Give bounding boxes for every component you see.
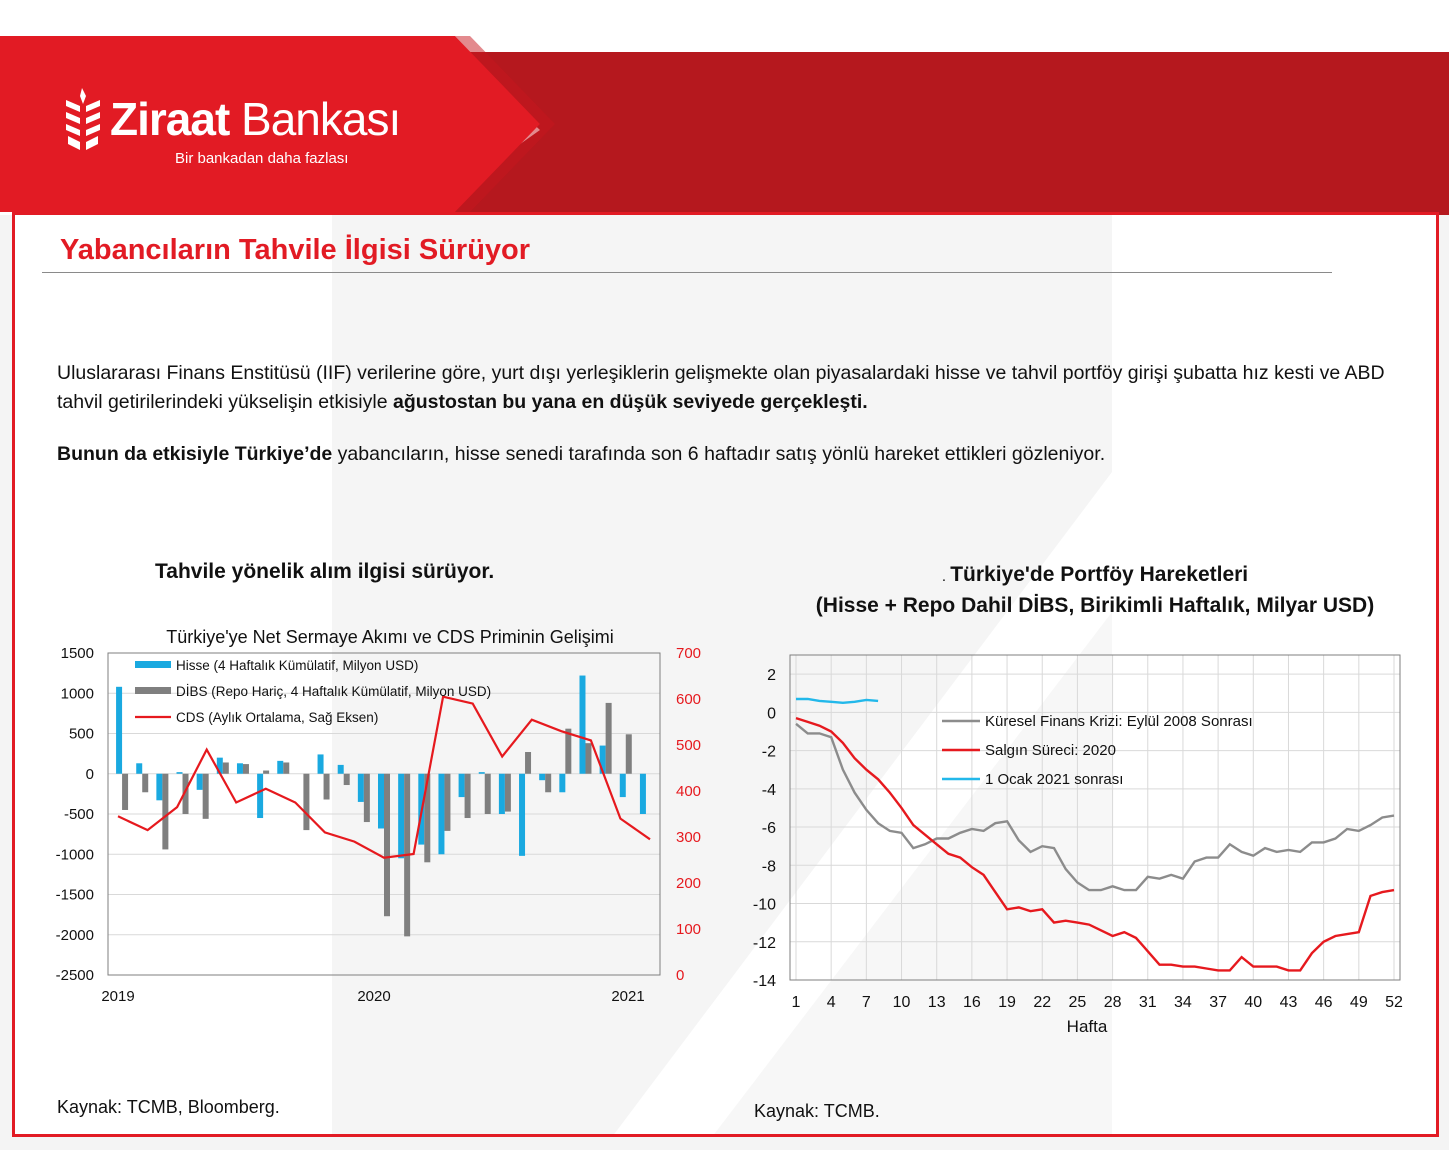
- hisse-bar: [156, 774, 162, 801]
- hisse-bar: [559, 774, 565, 793]
- y2-tick-label: 200: [676, 875, 702, 892]
- x-tick-label: 25: [1068, 994, 1087, 1011]
- y2-tick-label: 300: [676, 829, 702, 846]
- y-tick-label: 0: [85, 765, 94, 783]
- x-tick-label: 10: [892, 994, 911, 1011]
- y-tick-label: 2: [767, 667, 776, 685]
- y-tick-label: 500: [68, 725, 94, 743]
- y-tick-label: -12: [752, 934, 776, 952]
- x-tick-label: 7: [861, 994, 871, 1011]
- y2-tick-label: 400: [676, 783, 702, 800]
- dibs-bar: [485, 774, 491, 814]
- hisse-bar: [318, 754, 324, 773]
- x-tick-label: 43: [1279, 994, 1298, 1011]
- right-chart-heading: . Türkiye'de Portföy Hareketleri (Hisse + Repo Dahil DİBS, Birikimli Haftalık, Milyar USD): [815, 563, 1375, 617]
- capital-flow-cds-chart: [40, 615, 720, 1015]
- title-divider: [42, 272, 1332, 273]
- y2-tick-label: 100: [676, 921, 702, 938]
- y-tick-label: -10: [752, 896, 776, 914]
- x-tick-label: 2021: [611, 988, 645, 1005]
- y-tick-label: -500: [63, 806, 94, 823]
- x-tick-label: 4: [826, 994, 836, 1011]
- hisse-bar: [338, 765, 344, 774]
- dibs-bar: [283, 762, 289, 773]
- legend-label: Hisse (4 Haftalık Kümülatif, Milyon USD): [176, 658, 419, 673]
- dibs-bar: [263, 771, 269, 774]
- y-tick-label: 1500: [60, 645, 94, 662]
- dibs-bar: [465, 774, 471, 818]
- legend-label: 1 Ocak 2021 sonrası: [985, 771, 1124, 788]
- x-tick-label: 2020: [357, 988, 391, 1005]
- hisse-bar: [579, 676, 585, 774]
- dibs-bar: [505, 774, 511, 812]
- legend-label: DİBS (Repo Hariç, 4 Haftalık Kümülatif, Milyon USD): [176, 684, 492, 699]
- x-tick-label: 13: [927, 994, 946, 1011]
- dibs-bar: [545, 774, 551, 793]
- hisse-bar: [136, 763, 142, 773]
- y2-tick-label: 500: [676, 737, 702, 754]
- dibs-bar: [344, 774, 350, 785]
- hisse-bar: [519, 774, 525, 856]
- left-source: Kaynak: TCMB, Bloomberg.: [57, 1097, 280, 1117]
- x-tick-label: 49: [1349, 994, 1368, 1011]
- paragraph-1: Uluslararası Finans Enstitüsü (IIF) verilerine göre, yurt dışı yerleşiklerin gelişmekte olan piyasalardaki hisse ve tahvil portföy girişi şubatta hız kesti ve ABD tahvil getirilerindeki yükselişin etkisiyle ağustostan bu yana en düşük seviyede gerçekleşti.: [57, 362, 1385, 413]
- dibs-bar: [243, 764, 249, 774]
- hisse-bar: [499, 774, 505, 814]
- x-tick-label: 40: [1244, 994, 1263, 1011]
- paragraph-2: Bunun da etkisiyle Türkiye’de yabancıların, hisse senedi tarafında son 6 haftadır satış yönlü hareket ettikleri gözleniyor.: [57, 443, 1106, 465]
- dibs-bar: [203, 774, 209, 819]
- x-tick-label: 1: [791, 994, 801, 1011]
- y-tick-label: -4: [761, 781, 776, 799]
- x-tick-label: 37: [1209, 994, 1228, 1011]
- portfolio-movements-chart: [740, 640, 1420, 1050]
- legend-swatch: [135, 661, 171, 668]
- logo-icon: [60, 86, 106, 154]
- hisse-bar: [398, 774, 404, 859]
- dibs-bar: [626, 734, 632, 773]
- dibs-bar: [525, 752, 531, 774]
- dibs-bar: [565, 729, 571, 774]
- y2-tick-label: 600: [676, 691, 702, 708]
- hisse-bar: [539, 774, 545, 780]
- hisse-bar: [358, 774, 364, 802]
- y-tick-label: -2000: [55, 926, 94, 944]
- legend-label: Salgın Süreci: 2020: [985, 742, 1116, 759]
- dibs-bar: [122, 774, 128, 810]
- plot-frame: [790, 655, 1400, 980]
- hisse-bar: [237, 763, 243, 773]
- legend-label: Küresel Finans Krizi: Eylül 2008 Sonrası: [985, 713, 1253, 730]
- right-source: Kaynak: TCMB.: [754, 1101, 880, 1121]
- chart-title: Türkiye'ye Net Sermaye Akımı ve CDS Priminin Gelişimi: [166, 627, 614, 647]
- hisse-bar: [438, 774, 444, 855]
- brand-name: Ziraat Bankası: [110, 93, 401, 145]
- x-tick-label: 52: [1385, 994, 1403, 1011]
- dibs-bar: [585, 743, 591, 774]
- x-tick-label: 31: [1138, 994, 1157, 1011]
- dibs-bar: [444, 774, 450, 831]
- hisse-bar: [257, 774, 263, 818]
- dibs-bar: [162, 774, 168, 850]
- y-tick-label: 0: [767, 705, 776, 723]
- x-tick-label: 19: [998, 994, 1016, 1011]
- x-tick-label: 16: [962, 994, 981, 1011]
- brand-tagline: Bir bankadan daha fazlası: [175, 150, 349, 167]
- hisse-bar: [640, 774, 646, 814]
- y-tick-label: 1000: [60, 685, 94, 703]
- hisse-bar: [459, 774, 465, 797]
- hisse-bar: [197, 774, 203, 790]
- x-tick-label: 2019: [101, 988, 135, 1005]
- dibs-bar: [142, 774, 148, 793]
- y-tick-label: -14: [752, 973, 776, 990]
- x-tick-label: 28: [1103, 994, 1122, 1011]
- hisse-bar: [620, 774, 626, 797]
- x-tick-label: 22: [1033, 994, 1052, 1011]
- x-tick-label: 34: [1174, 994, 1192, 1011]
- legend-label: CDS (Aylık Ortalama, Sağ Eksen): [176, 710, 379, 725]
- y2-tick-label: 700: [676, 645, 702, 662]
- y2021-line: [796, 699, 878, 703]
- left-chart-heading: Tahvile yönelik alım ilgisi sürüyor.: [155, 560, 495, 583]
- dibs-bar: [223, 762, 229, 773]
- hisse-bar: [116, 687, 122, 774]
- dibs-bar: [384, 774, 390, 916]
- hisse-bar: [479, 772, 485, 774]
- y-tick-label: -1000: [55, 846, 94, 864]
- x-tick-label: 46: [1314, 994, 1333, 1011]
- hisse-bar: [177, 772, 183, 774]
- dibs-bar: [364, 774, 370, 822]
- dibs-bar: [303, 774, 309, 830]
- page-title: Yabancıların Tahvile İlgisi Sürüyor: [60, 234, 531, 266]
- hisse-bar: [378, 774, 384, 829]
- x-axis-label: Hafta: [1066, 1017, 1108, 1036]
- y-tick-label: -8: [761, 858, 776, 876]
- dibs-bar: [606, 703, 612, 774]
- y-tick-label: -1500: [55, 886, 94, 904]
- y-tick-label: -2500: [55, 967, 94, 984]
- y-tick-label: -6: [761, 820, 776, 838]
- dibs-bar: [324, 774, 330, 800]
- y2-tick-label: 0: [676, 967, 685, 984]
- hisse-bar: [277, 761, 283, 774]
- y-tick-label: -2: [761, 743, 776, 761]
- legend-swatch: [135, 687, 171, 694]
